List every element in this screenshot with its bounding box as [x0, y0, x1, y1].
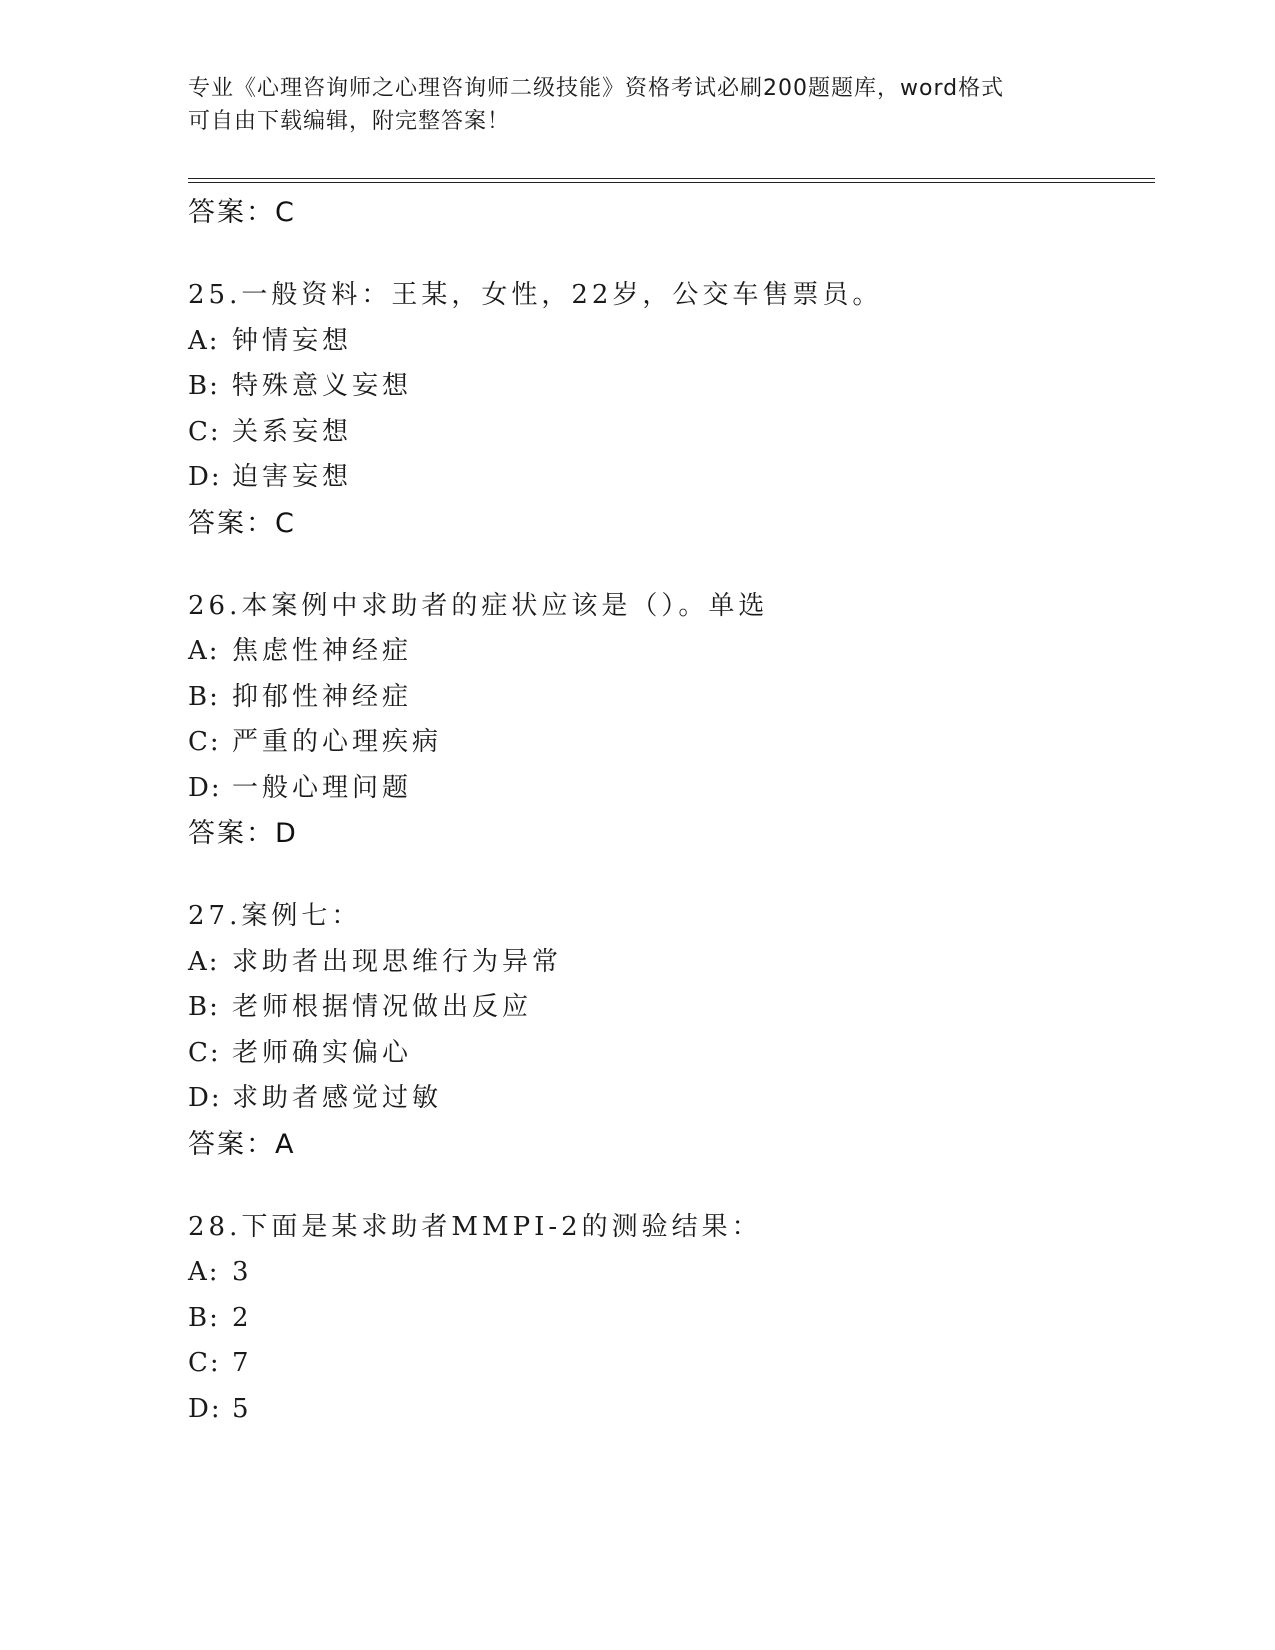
question-block: [188, 1205, 1148, 1433]
option-text: 严重的心理疾病: [232, 727, 443, 757]
option-a: [188, 319, 1148, 365]
option-b: [188, 1296, 1148, 1342]
option-key: D:: [188, 462, 222, 492]
question-text: 27.案例七：: [188, 901, 362, 931]
option-d: [188, 766, 1148, 812]
answer-value: D: [275, 818, 297, 849]
question-block: [188, 894, 1148, 1167]
option-key: D:: [188, 1083, 222, 1113]
option-a: [188, 1250, 1148, 1296]
option-text: 老师根据情况做出反应: [232, 992, 533, 1022]
option-text: 2: [232, 1302, 253, 1333]
answer-line: [188, 190, 1148, 235]
option-text: 迫害妄想: [232, 462, 353, 492]
option-b: [188, 985, 1148, 1031]
question-text: 25.一般资料：王某，女性，22岁，公交车售票员。: [188, 280, 883, 310]
spacer: [188, 235, 1148, 273]
answer-line: [188, 811, 1148, 856]
option-key: A:: [188, 946, 220, 977]
answer-value: A: [275, 1128, 295, 1160]
option-c: [188, 720, 1148, 766]
header-divider: [188, 178, 1155, 183]
option-key: B:: [188, 1302, 220, 1333]
option-text: 钟情妄想: [232, 325, 353, 356]
answer-line: [188, 501, 1148, 546]
option-d: [188, 455, 1148, 501]
option-key: B:: [188, 371, 220, 401]
answer-label: 答案：: [188, 197, 275, 228]
spacer: [188, 1167, 1148, 1205]
question-text: 28.下面是某求助者MMPI-2的测验结果：: [188, 1211, 762, 1242]
option-key: B:: [188, 992, 220, 1022]
option-key: D:: [188, 1393, 222, 1424]
option-text: 老师确实偏心: [232, 1037, 413, 1068]
option-key: A:: [188, 636, 220, 666]
question-block: [188, 584, 1148, 857]
option-c: [188, 1031, 1148, 1077]
option-text: 焦虑性神经症: [232, 636, 413, 666]
option-c: [188, 1341, 1148, 1387]
answer-label: 答案：: [188, 1128, 275, 1160]
answer-label: 答案：: [188, 507, 275, 539]
option-text: 特殊意义妄想: [232, 371, 413, 401]
question-block: [188, 273, 1148, 546]
option-key: A:: [188, 1257, 220, 1287]
option-key: C:: [188, 1037, 221, 1068]
option-text: 关系妄想: [232, 416, 353, 447]
option-b: [188, 675, 1148, 721]
option-c: [188, 410, 1148, 456]
option-text: 3: [232, 1257, 253, 1287]
spacer: [188, 856, 1148, 894]
option-key: D:: [188, 772, 222, 803]
option-d: [188, 1076, 1148, 1122]
answer-value: C: [275, 507, 295, 539]
spacer: [188, 546, 1148, 584]
option-key: C:: [188, 1348, 221, 1378]
option-text: 一般心理问题: [232, 772, 413, 803]
option-a: [188, 940, 1148, 986]
question-list: [188, 190, 1148, 1432]
option-text: 5: [232, 1393, 253, 1424]
answer-line: [188, 1122, 1148, 1167]
option-key: A:: [188, 325, 220, 356]
header-line-1: 专业《心理咨询师之心理咨询师二级技能》资格考试必刷200题题库，word格式: [188, 76, 1005, 101]
option-text: 7: [232, 1348, 253, 1378]
option-text: 抑郁性神经症: [232, 681, 413, 712]
option-key: C:: [188, 727, 221, 757]
question-text: 26.本案例中求助者的症状应该是（）。单选: [188, 590, 769, 621]
answer-label: 答案：: [188, 818, 275, 849]
option-b: [188, 364, 1148, 410]
page-header: [188, 72, 1088, 138]
option-text: 求助者感觉过敏: [232, 1083, 443, 1113]
answer-value: C: [275, 197, 295, 228]
option-key: B:: [188, 681, 220, 712]
option-key: C:: [188, 416, 221, 447]
header-line-2: 可自由下载编辑，附完整答案！: [188, 109, 511, 134]
option-text: 求助者出现思维行为异常: [232, 946, 563, 977]
option-d: [188, 1387, 1148, 1433]
option-a: [188, 629, 1148, 675]
